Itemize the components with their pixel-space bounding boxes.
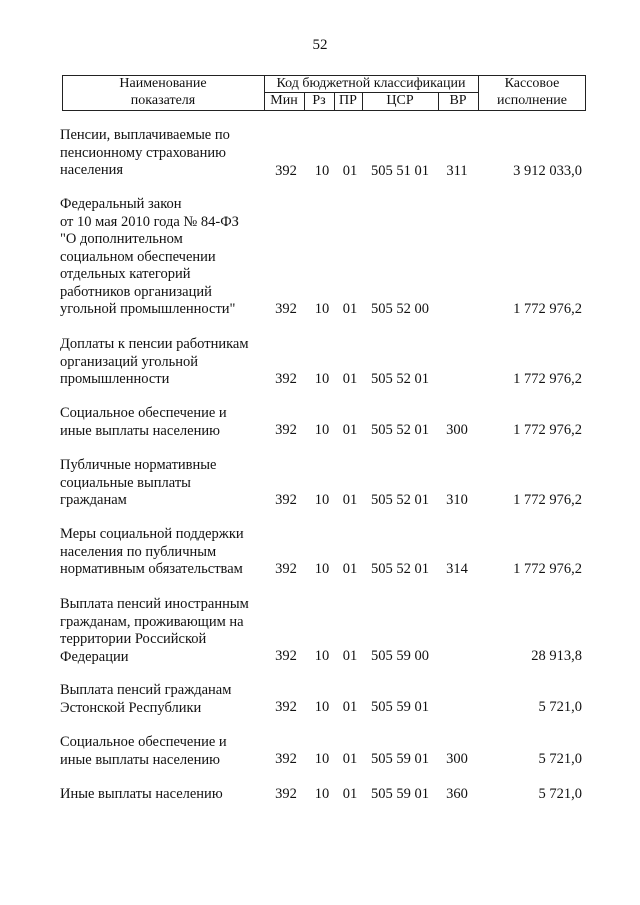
row-csr: 505 52 01: [371, 492, 429, 508]
row-rz: 10: [314, 492, 330, 508]
row-name: Пенсии, выплачиваемые по пенсионному страхованию населения: [60, 127, 230, 178]
row-pr: 01: [342, 561, 358, 577]
row-amount: 5 721,0: [538, 751, 582, 767]
row-csr: 505 59 01: [371, 699, 429, 715]
header-col-vr: ВР: [449, 93, 467, 108]
row-csr: 505 59 00: [371, 648, 429, 664]
row-pr: 01: [342, 648, 358, 664]
row-pr: 01: [342, 371, 358, 387]
row-vr: 311: [446, 163, 468, 179]
header-col-rz: Рз: [312, 93, 326, 108]
row-rz: 10: [314, 422, 330, 438]
row-pr: 01: [342, 751, 358, 767]
row-pr: 01: [342, 163, 358, 179]
row-min: 392: [275, 699, 297, 715]
row-min: 392: [275, 492, 297, 508]
row-csr: 505 59 01: [371, 751, 429, 767]
row-name: Меры социальной поддержки населения по публичным нормативным обязательствам: [60, 526, 244, 577]
row-name: Выплата пенсий иностранным гражданам, проживающим на территории Российской Федерации: [60, 596, 249, 665]
row-min: 392: [275, 786, 297, 802]
row-name: Доплаты к пенсии работникам организаций угольной промышленности: [60, 336, 249, 387]
row-vr: 314: [446, 561, 468, 577]
row-csr: 505 59 01: [371, 786, 429, 802]
row-min: 392: [275, 301, 297, 317]
row-min: 392: [275, 163, 297, 179]
row-csr: 505 52 01: [371, 371, 429, 387]
header-name-line2: показателя: [130, 93, 196, 108]
row-vr: 360: [446, 786, 468, 802]
row-name: Иные выплаты населению: [60, 786, 223, 802]
row-pr: 01: [342, 492, 358, 508]
row-min: 392: [275, 561, 297, 577]
row-rz: 10: [314, 648, 330, 664]
row-pr: 01: [342, 786, 358, 802]
row-rz: 10: [314, 163, 330, 179]
row-csr: 505 52 01: [371, 422, 429, 438]
row-csr: 505 51 01: [371, 163, 429, 179]
row-vr: 310: [446, 492, 468, 508]
row-amount: 1 772 976,2: [513, 301, 582, 317]
row-min: 392: [275, 648, 297, 664]
header-amount-line2: исполнение: [497, 93, 567, 108]
row-name: Выплата пенсий гражданам Эстонской Республики: [60, 682, 232, 716]
header-col-csr: ЦСР: [386, 93, 414, 108]
row-vr: 300: [446, 751, 468, 767]
table-header: [62, 75, 586, 111]
row-amount: 5 721,0: [538, 699, 582, 715]
row-amount: 1 772 976,2: [513, 422, 582, 438]
row-min: 392: [275, 422, 297, 438]
row-min: 392: [275, 751, 297, 767]
row-csr: 505 52 00: [371, 301, 429, 317]
row-pr: 01: [342, 699, 358, 715]
row-name: Социальное обеспечение и иные выплаты населению: [60, 734, 227, 768]
row-csr: 505 52 01: [371, 561, 429, 577]
row-name: Публичные нормативные социальные выплаты гражданам: [60, 457, 217, 508]
header-bottom-border: [62, 110, 586, 111]
row-amount: 3 912 033,0: [513, 163, 582, 179]
page-number: 52: [312, 37, 328, 53]
row-pr: 01: [342, 301, 358, 317]
row-amount: 1 772 976,2: [513, 561, 582, 577]
row-rz: 10: [314, 699, 330, 715]
row-rz: 10: [314, 561, 330, 577]
row-amount: 5 721,0: [538, 786, 582, 802]
header-budget-code-group: Код бюджетной классификации: [276, 76, 466, 91]
row-amount: 1 772 976,2: [513, 371, 582, 387]
row-rz: 10: [314, 371, 330, 387]
row-pr: 01: [342, 422, 358, 438]
row-amount: 1 772 976,2: [513, 492, 582, 508]
header-col-min: Мин: [270, 93, 298, 108]
header-col-pr: ПР: [339, 93, 357, 108]
header-amount-line1: Кассовое: [504, 76, 560, 91]
row-min: 392: [275, 371, 297, 387]
header-name-line1: Наименование: [119, 76, 207, 91]
row-rz: 10: [314, 751, 330, 767]
row-vr: 300: [446, 422, 468, 438]
row-name: Федеральный закон от 10 мая 2010 года № 84-ФЗ "О дополнительном социальном обеспечении отдельных категорий работников организаций угольной промышленности": [60, 196, 239, 317]
row-rz: 10: [314, 301, 330, 317]
row-amount: 28 913,8: [531, 648, 582, 664]
row-rz: 10: [314, 786, 330, 802]
row-name: Социальное обеспечение и иные выплаты населению: [60, 405, 227, 439]
